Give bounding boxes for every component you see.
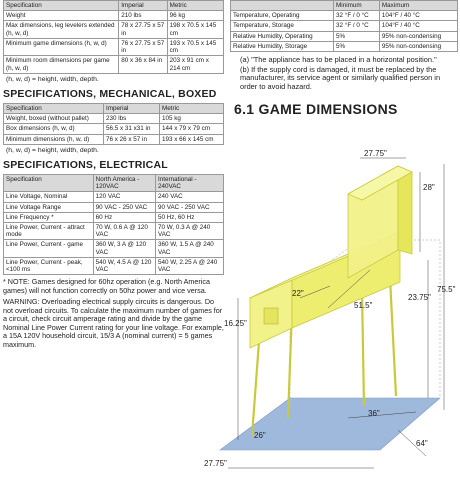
coin-door — [264, 308, 278, 324]
boxed-heading: SPECIFICATIONS, MECHANICAL, BOXED — [3, 87, 217, 100]
mech-header-1: Imperial — [119, 1, 167, 11]
pinball-dimension-drawing — [204, 149, 460, 482]
table-row — [231, 21, 458, 31]
frequency-footnote: * NOTE: Games designed for 60hz operation (e.g. North America games) will not function correctly on 50hz power and vice versa. — [3, 277, 210, 295]
right-column — [230, 0, 458, 117]
mech-cell: 76 x 27.75 x 57 in — [119, 38, 167, 55]
boxed-cell: 56.5 x 31 x31 in — [104, 124, 160, 134]
backbox-side — [398, 166, 412, 254]
mech-cell: 210 lbs — [119, 11, 167, 21]
label-room-width: 36" — [368, 409, 380, 418]
elec-cell: 50 Hz, 60 Hz — [155, 212, 223, 222]
elec-cell: 120 VAC — [93, 192, 155, 202]
table-row — [4, 240, 224, 257]
table-row — [4, 222, 224, 239]
elec-cell: Line Voltage, Nominal — [4, 192, 94, 202]
elec-cell: 90 VAC - 250 VAC — [93, 202, 155, 212]
label-backbox-height: 28" — [423, 183, 435, 192]
overload-warning: WARNING: Overloading electrical supply circuits is dangerous. Do not overload circuits. To calculate the maximum number of games for a circuit, check circuit amperage rating and divide by the game Nominal Line Power Current rating for your line voltage. For example, a 15A 120V household circuit, 15/3 A (nominal current) = 5 games maximum. — [3, 297, 224, 349]
table-row — [4, 38, 224, 55]
elec-header-0: Specification — [4, 174, 94, 191]
mech-cell: Minimum room dimensions per game (h, w, d) — [4, 56, 119, 73]
elec-cell: 360 W, 1.5 A @ 240 VAC — [155, 240, 223, 257]
mech-cell: 193 x 70.5 x 145 cm — [167, 38, 223, 55]
electrical-heading: SPECIFICATIONS, ELECTRICAL — [3, 158, 168, 171]
label-cabinet-height: 23.75" — [408, 293, 431, 302]
elec-cell: 360 W, 3 A @ 120 VAC — [93, 240, 155, 257]
env-cell: 95% non-condensing — [379, 31, 457, 41]
electrical-spec-table — [3, 174, 224, 276]
mech-cell: Weight — [4, 11, 119, 21]
mech-cell: 78 x 27.75 x 57 in — [119, 21, 167, 38]
table-row — [4, 212, 224, 222]
env-cell: 104°F / 40 °C — [379, 11, 457, 21]
label-backbox-width: 27.75" — [364, 149, 387, 158]
mech-cell: 203 x 91 cm x 214 cm — [167, 56, 223, 73]
mech-header-2: Metric — [167, 1, 223, 11]
env-cell: 5% — [334, 41, 380, 51]
env-cell: 104°F / 40 °C — [379, 21, 457, 31]
elec-cell: 60 Hz — [93, 212, 155, 222]
label-room-depth: 64" — [416, 439, 428, 448]
table-row — [4, 56, 224, 73]
table-row — [4, 124, 224, 134]
boxed-cell: 230 lbs — [104, 114, 160, 124]
env-cell: Relative Humidity, Operating — [231, 31, 334, 41]
env-cell: Relative Humidity, Storage — [231, 41, 334, 51]
elec-cell: Line Frequency * — [4, 212, 94, 222]
game-dimensions-diagram — [204, 149, 460, 482]
env-header-0 — [231, 1, 334, 11]
table-row — [4, 21, 224, 38]
table-row — [231, 31, 458, 41]
boxed-cell: 105 kg — [160, 114, 224, 124]
boxed-spec-table — [3, 103, 224, 145]
env-cell: Temperature, Storage — [231, 21, 334, 31]
boxed-header-1: Imperial — [104, 103, 160, 113]
elec-cell: 70 W, 0.6 A @ 120 VAC — [93, 222, 155, 239]
table-row — [4, 134, 224, 144]
boxed-header-0: Specification — [4, 103, 104, 113]
mech-cell: 80 x 36 x 84 in — [119, 56, 167, 73]
mech-cell: Minimum game dimensions (h, w, d) — [4, 38, 119, 55]
boxed-cell: Weight, boxed (without pallet) — [4, 114, 104, 124]
environment-table — [230, 0, 458, 52]
table-row — [4, 202, 224, 212]
elec-header-1: North America - 120VAC — [93, 174, 155, 191]
env-cell: 32 °F / 0 °C — [334, 11, 380, 21]
mech-cell: Max dimensions, leg levelers extended (h, w, d) — [4, 21, 119, 38]
boxed-cell: Minimum dimensions (h, w, d) — [4, 134, 104, 144]
env-cell: 32 °F / 0 °C — [334, 21, 380, 31]
note-supply-cord: (b) If the supply cord is damaged, it must be replaced by the manufacturer, its service agent or similarly qualified person in order to avoid hazard. — [240, 64, 441, 91]
mech-cell: 198 x 70.5 x 145 cm — [167, 21, 223, 38]
table-row — [4, 192, 224, 202]
table-row — [4, 257, 224, 274]
boxed-header-2: Metric — [160, 103, 224, 113]
boxed-cell: Box dimensions (h, w, d) — [4, 124, 104, 134]
elec-cell: 70 W, 0.3 A @ 240 VAC — [155, 222, 223, 239]
hwd-note: (h, w, d) = height, width, depth. — [6, 75, 99, 83]
table-row — [4, 114, 224, 124]
label-total-height: 75.5" — [437, 285, 456, 294]
mech-header-0: Specification — [4, 1, 119, 11]
elec-cell: Line Power, Current - peak, <100 ms — [4, 257, 94, 274]
boxed-cell: 144 x 79 x 79 cm — [160, 124, 224, 134]
label-bottom-width: 27.75" — [204, 459, 227, 468]
table-row — [231, 41, 458, 51]
elec-cell: 240 VAC — [155, 192, 223, 202]
elec-cell: 540 W, 4.5 A @ 120 VAC — [93, 257, 155, 274]
boxed-cell: 76 x 26 x 57 in — [104, 134, 160, 144]
mech-cell: 96 kg — [167, 11, 223, 21]
elec-cell: Line Power, Current - game — [4, 240, 94, 257]
elec-header-2: International - 240VAC — [155, 174, 223, 191]
note-horizontal: (a) "The appliance has to be placed in a horizontal position." — [240, 55, 437, 65]
game-dimensions-heading: 6.1 GAME DIMENSIONS — [234, 101, 398, 118]
env-cell: 5% — [334, 31, 380, 41]
label-front-leg-height: 16.25" — [224, 319, 247, 328]
env-header-2: Maximum — [379, 1, 457, 11]
left-column — [3, 0, 224, 352]
env-cell: 95% non-condensing — [379, 41, 457, 51]
environment-notes — [240, 56, 458, 91]
elec-cell: 540 W, 2.25 A @ 240 VAC — [155, 257, 223, 274]
elec-cell: Line Power, Current - attract mode — [4, 222, 94, 239]
label-playfield-width: 22" — [292, 289, 304, 298]
env-header-1: Minimum — [334, 1, 380, 11]
label-playfield-length: 51.5" — [354, 301, 373, 310]
hwd-note-boxed: (h, w, d) = height, width, depth. — [6, 146, 99, 154]
env-cell: Temperature, Operating — [231, 11, 334, 21]
elec-cell: Line Voltage Range — [4, 202, 94, 212]
table-row — [231, 11, 458, 21]
label-floor-width: 26" — [254, 431, 266, 440]
mechanical-spec-table — [3, 0, 224, 74]
elec-cell: 90 VAC - 250 VAC — [155, 202, 223, 212]
table-row — [4, 11, 224, 21]
boxed-cell: 193 x 66 x 145 cm — [160, 134, 224, 144]
